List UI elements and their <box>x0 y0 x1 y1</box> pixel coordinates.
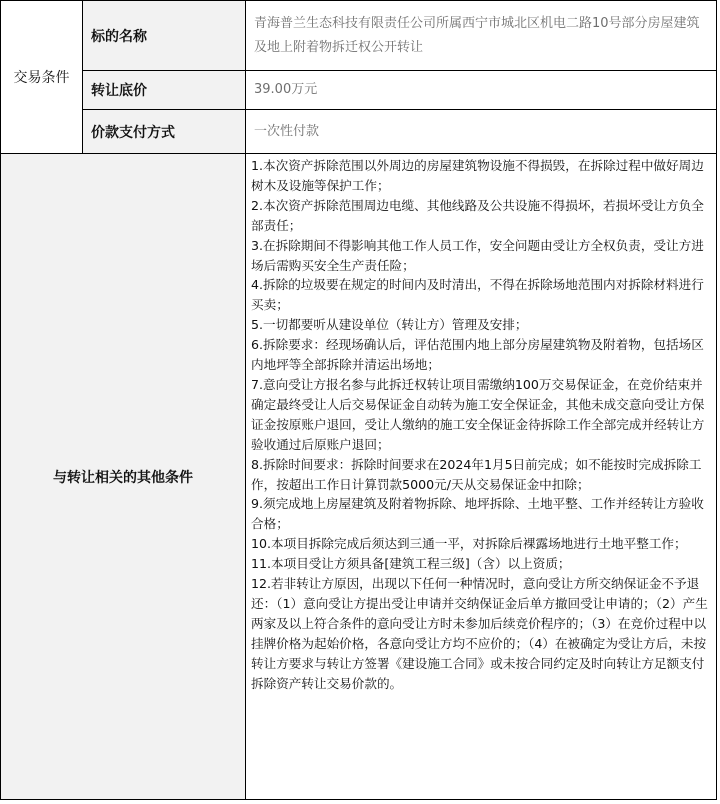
table-row <box>1 1 717 71</box>
table-row <box>1 71 717 110</box>
condition-item: 9.须完成地上房屋建筑及附着物拆除、地坪拆除、土地平整、工作并经转让方验收合格； <box>251 496 704 532</box>
table-row <box>1 110 717 154</box>
condition-item: 5.一切都要听从建设单位（转让方）管理及安排； <box>251 317 528 333</box>
condition-item: 11.本项目受让方须具备[建筑工程三级]（含）以上资质； <box>251 556 571 572</box>
other-conditions-label: 与转让相关的其他条件 <box>1 154 246 800</box>
condition-item: 1.本次资产拆除范围以外周边的房屋建筑物设施不得损毁，在拆除过程中做好周边树木及设施等保护工作； <box>251 158 704 193</box>
condition-item: 10.本项目拆除完成后须达到三通一平，对拆除后裸露场地进行土地平整工作； <box>251 536 687 552</box>
reserve-price-label: 转让底价 <box>83 71 246 110</box>
condition-item: 2.本次资产拆除范围周边电缆、其他线路及公共设施不得损坏，若损坏受让方负全部责任； <box>251 197 704 233</box>
condition-item: 8.拆除时间要求：拆除时间要求在2024年1月5日前完成；如不能按时完成拆除工作，按超出工作日计算罚款5000元/天从交易保证金中扣除； <box>251 456 702 492</box>
target-name-value: 青海普兰生态科技有限责任公司所属西宁市城北区机电二路10号部分房屋建筑及地上附着物拆迁权公开转让 <box>246 1 717 71</box>
payment-method-value: 一次性付款 <box>246 110 717 154</box>
category-cell: 交易条件 <box>1 1 83 154</box>
condition-item: 12.若非转让方原因，出现以下任何一种情况时，意向受让方所交纳保证金不予退还：（1）意向受让方提出受让申请并交纳保证金后单方撤回受让申请的；（2）产生两家及以上符合条件的意向受让方时未参加后续竞价程序的；（3）在竞价过程中以挂牌价格为起始价格，各意向受让方均不应价的；（4）在被确定为受让方后，未按转让方要求与转让方签署《建设施工合同》或未按合同约定及时向转让方足额支付拆除资产转让交易价款的。 <box>251 576 708 691</box>
other-conditions-list <box>246 154 717 800</box>
payment-method-label: 价款支付方式 <box>83 110 246 154</box>
condition-item: 7.意向受让方报名参与此拆迁权转让项目需缴纳100万交易保证金，在竞价结束并确定最终受让人后交易保证金自动转为施工安全保证金，其他未成交意向受让方保证金按原账户退回，受让人缴纳的施工安全保证金待拆除工作全部完成并经转让方验收通过后原账户退回； <box>251 376 705 452</box>
reserve-price-value: 39.00万元 <box>246 71 717 110</box>
target-name-label: 标的名称 <box>83 1 246 71</box>
condition-item: 3.在拆除期间不得影响其他工作人员工作，安全问题由受让方全权负责，受让方进场后需购买安全生产责任险； <box>251 237 704 273</box>
condition-item: 4.拆除的垃圾要在规定的时间内及时清出，不得在拆除场地范围内对拆除材料进行买卖； <box>251 277 704 313</box>
condition-item: 6.拆除要求：经现场确认后，评估范围内地上部分房屋建筑物及附着物，包括场区内地坪等全部拆除并清运出场地； <box>251 337 704 373</box>
table-row <box>1 154 717 800</box>
